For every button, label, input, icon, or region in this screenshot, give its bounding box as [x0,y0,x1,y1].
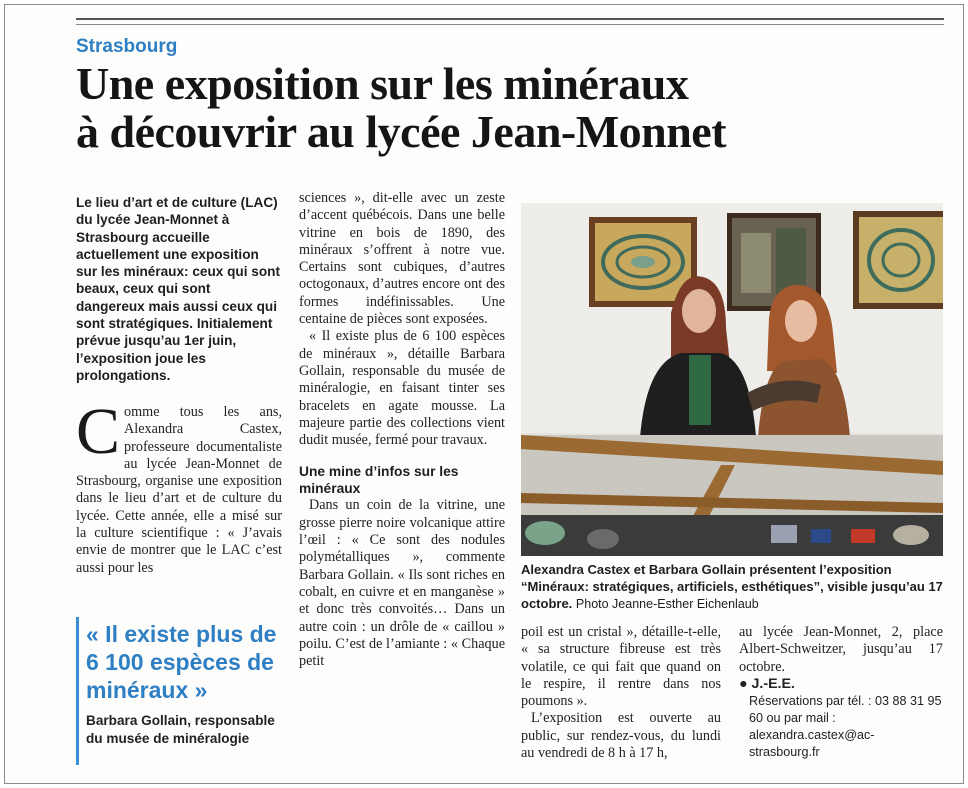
body-paragraph: sciences », dit-elle avec un zeste d’accent québécois. Dans une belle vitrine en bois de 1890, des minéraux s’offrent à notre vue. Certains sont cubiques, d’autres octogonaux, d’autres encore ont des formes indéfinissables. Une centaine de pièces sont exposées. [299,190,505,328]
headline-line-2: à découvrir au lycée Jean-Monnet [76,106,727,157]
pull-quote-bar [76,617,79,765]
framed-artwork-right [853,211,943,309]
display-cabinet [521,435,943,556]
photo-illustration [521,203,943,556]
column-3 [521,624,721,762]
caption-text: Alexandra Castex et Barbara Gollain présentent l’exposition “Minéraux: stratégiques, artificiels, esthétiques”, visible jusqu’au 17 octobre. [521,562,943,611]
column-4 [739,624,943,761]
column-1-text: omme tous les ans, Alexandra Castex, professeure documentaliste au lycée Jean-Monnet de Strasbourg, organise une exposition dans le lieu d’art et de culture du lycée. Cette année, elle a misé sur la culture scientifique : « J’avais envie de montrer que le LAC c’est aussi pour les [76,404,282,576]
top-rule [76,18,944,20]
author-signature: ● J.-E.E. [739,675,795,692]
drop-cap: C [76,395,121,468]
subheading: Une mine d’infos sur les minéraux [299,464,459,497]
column-2 [299,190,505,670]
body-paragraph: L’exposition est ouverte au public, sur rendez-vous, du lundi au vendredi de 8 h à 17 h, [521,710,721,762]
lead-text: Le lieu d’art et de culture (LAC) du lycée Jean-Monnet à Strasbourg accueille actuellement une exposition sur les minéraux: ceux qui sont beaux, ceux qui sont dangereux mais aussi ceux qui sont stratégiques. Initialement prévue jusqu’au 1er juin, l’exposition joue les prolongations. [76,195,280,383]
photo-credit: Photo Jeanne-Esther Eichenlaub [575,597,759,611]
headline [76,60,946,156]
top-rule-thin [76,24,944,25]
column-1 [76,395,282,577]
headline-line-1: Une exposition sur les minéraux [76,58,689,109]
section-kicker: Strasbourg [76,36,178,57]
body-paragraph [76,395,282,577]
pull-quote-attribution: Barbara Gollain, responsable du musée de minéralogie [86,713,275,746]
body-paragraph: poil est un cristal », détaille-t-elle, « sa structure fibreuse est très volatile, ce qui fait que quand on le respire, il rentre dans nos poumons ». [521,624,721,710]
body-paragraph: Dans un coin de la vitrine, une grosse pierre noire volcanique attire l’œil : « Ce sont des nodules polymétalliques », commente Barbara Gollain. « Ils sont riches en cobalt, en cuivre et en manganèse » et donc très convoités… Dans un autre coin : un drôle de « caillou » poilu. C’est de l’amiante : « Chaque petit [299,497,505,670]
article-photo [521,203,943,556]
photo-caption [521,561,945,613]
pull-quote: « Il existe plus de 6 100 espèces de minéraux » [86,621,277,703]
reservation-info: Réservations par tél. : 03 88 31 95 60 ou par mail : alexandra.castex@ac-strasbourg.fr [749,694,942,760]
lead-paragraph [76,194,282,384]
body-paragraph: « Il existe plus de 6 100 espèces de minéraux », détaille Barbara Gollain, responsable du musée de minéralogie, en faisant tinter ses bracelets en agate mousse. La majeure partie des collections vient dudit musée, fermé pour travaux. [299,328,505,449]
body-paragraph: au lycée Jean-Monnet, 2, place Albert-Schweitzer, jusqu’au 17 octobre. [739,624,943,675]
